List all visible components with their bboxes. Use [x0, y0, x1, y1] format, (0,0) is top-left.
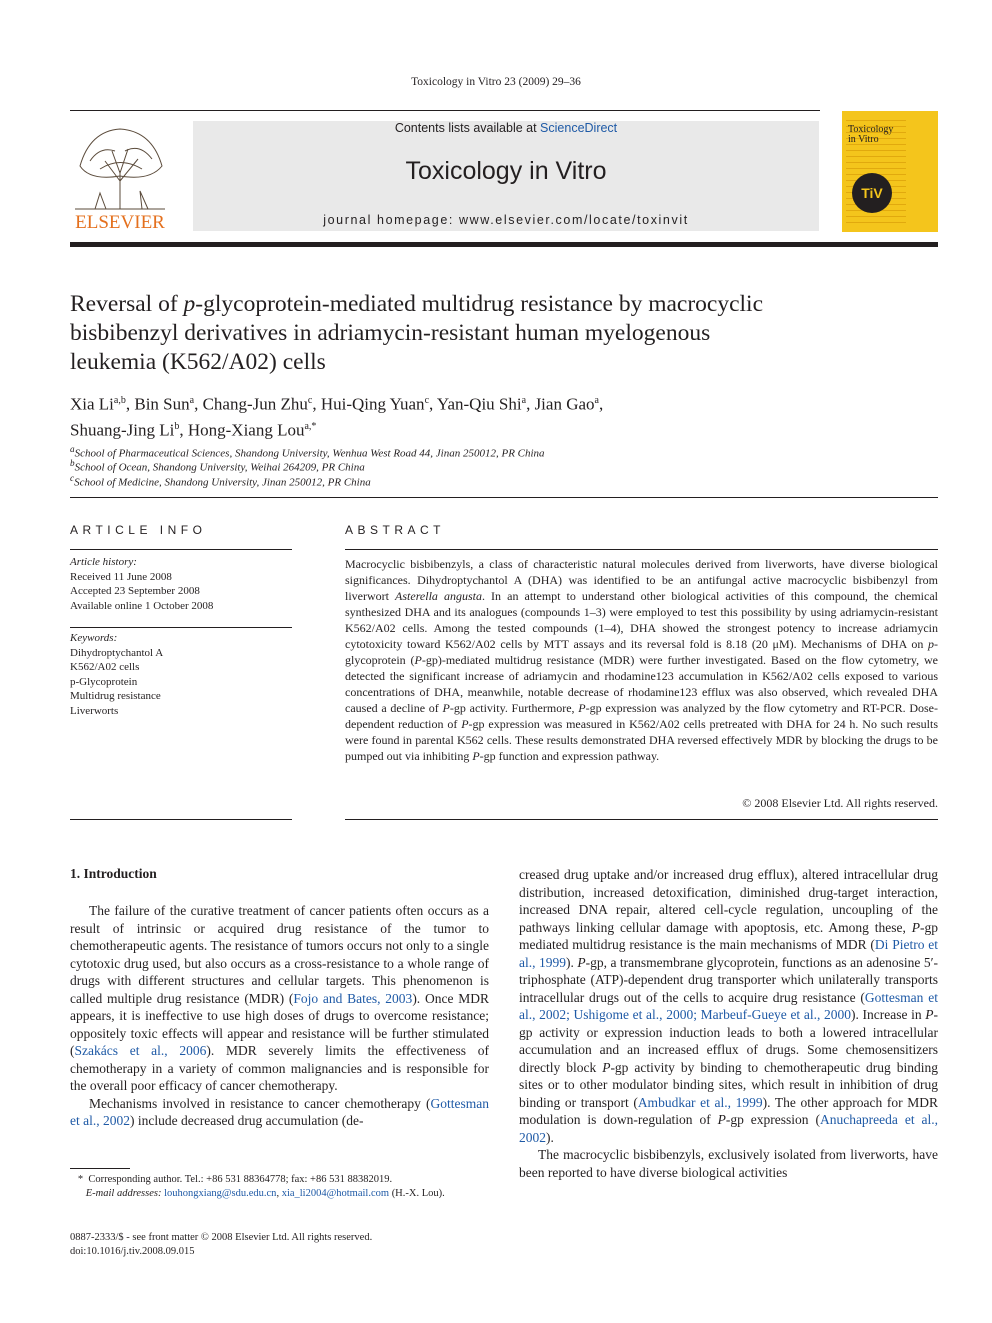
info-divider	[70, 627, 292, 628]
footnote-rule	[70, 1168, 130, 1169]
affiliation: $^a$School of Pharmaceutical Sciences, Shandong University, Wenhua West Road 44, Jinan 250012, PR China	[70, 444, 545, 460]
intro-heading: 1. Introduction	[70, 866, 157, 881]
info-divider	[70, 819, 292, 820]
author[interactable]: Hong-Xiang Lou	[187, 420, 305, 440]
header-rule	[70, 110, 820, 111]
affil-divider	[70, 497, 938, 498]
footnote: * Corresponding author. Tel.: +86 531 88364778; fax: +86 531 88382019. E-mail addresses: louhongxiang@sdu.edu.cn, xia_li2004@hotmail.com (H.-X. Lou).	[70, 1174, 445, 1199]
author[interactable]: Chang-Jun Zhu	[202, 394, 308, 414]
affiliation: $^b$School of Ocean, Shandong University, Weihai 264209, PR China	[70, 458, 365, 474]
author[interactable]: Yan-Qiu Shi	[436, 394, 522, 414]
publisher-wordmark: ELSEVIER	[75, 212, 165, 233]
journal-citation: Toxicology in Vitro 23 (2009) 29–36	[411, 76, 581, 88]
author-list: Xia Li$^{a,b}$, Bin Sun$^a$, Chang-Jun Zhu$^c$, Hui-Qing Yuan$^c$, Yan-Qiu Shi$^a$, Jian Gao$^a$, Shuang-Jing Li$^b$, Hong-Xiang Lou$^{a,*}$	[70, 394, 604, 440]
abstract-text: Macrocyclic bisbibenzyls, a class of characteristic natural molecules derived from liverworts, have diverse biological significances. Dihydroptychantol A (DHA) was identified to be an antifungal active macrocyclic bisbibenzyl from liverwort Asterella angusta. In an attempt to understand other biological activities of this compound, the chemical synthesized DHA and its analogues (compounds 1–3) were employed to test this possibility by using adriamycin-resistant K562/A02 cells. Among the tested compounds (1–4), DHA showed the strongest potency to increase adriamycin cytotoxicity toward K562/A02 cells by MTT assays and its reversal fold is 8.18 (20 μM). Mechanisms of DHA on p-glycoprotein (P-gp)-mediated multidrug resistance (MDR) were further investigated. Based on the flow cytometry, we detected the significant increase of adriamycin and rhodamine123 accumulation in K562/A02 cells exposed to various concentrations of DHA, meanwhile, notable decrease of rhodamine123 efflux was also observed, which revealed DHA caused a decline of P-gp activity. Furthermore, P-gp expression was analyzed by the flow cytometry and RT-PCR. Dose-dependent reduction of P-gp expression was measured in K562/A02 cells pretreated with DHA for 24 h. No such results were found in parental K562 cells. These results demonstrated DHA reversed effectively MDR by blocking the drugs to be pumped out via inhibiting P-gp function and expression pathway.	[345, 557, 938, 763]
email-link[interactable]: louhongxiang@sdu.edu.cn	[164, 1188, 277, 1199]
article-title: Reversal of p-glycoprotein-mediated multidrug resistance by macrocyclic bisbibenzyl derivatives in adriamycin-resistant human myelogenous leukemia (K562/A02) cells	[70, 291, 764, 375]
author[interactable]: Xia Li	[70, 394, 114, 414]
abstract-heading: ABSTRACT	[345, 523, 446, 537]
contents-line	[193, 121, 819, 135]
intro-left-column: The failure of the curative treatment of cancer patients often occurs as a result of intrinsic or acquired drug resistance of the tumor to chemotherapeutic agents. The resistance of tumors occurs not only to a single cytotoxic drug used, but also occurs as a cross-resistance to a whole range of drugs with different structures and cellular targets. This phenomenon is called multiple drug resistance (MDR) (Fojo and Bates, 2003). Once MDR appears, it is ineffective to use high doses of drugs to overcome resistance; oppositely toxic effects will appear and resistance will be further stimulated (Szakács et al., 2006). MDR severely limits the effectiveness of chemotherapy in a variety of common malignancies and is responsible for the overall poor efficacy of cancer chemotherapy. Mechanisms involved in resistance to cancer chemotherapy (Gottesman et al., 2002) include decreased drug accumulation (de-	[70, 903, 489, 1128]
keyword: K562/A02 cells	[70, 661, 140, 673]
copyright: © 2008 Elsevier Ltd. All rights reserved.	[742, 796, 938, 810]
keyword: Dihydroptychantol A	[70, 646, 164, 659]
intro-right-column: creased drug uptake and/or increased drug efflux), altered intracellular drug distribution, increased detoxification, diminished drug-target interaction, increased DNA repair, altered cell-cycle regulation, uncoupling of the pathways linking cellular damage with apoptosis, etc. Among these, P-gp mediated multidrug resistance is the main mechanisms of MDR (Di Pietro et al., 1999). P-gp, a transmembrane glycoprotein, functions as an adenosine 5′-triphosphate (ATP)-dependent drug transporter which unilaterally transports intracellular drugs out of the cells to acquire drug resistance (Gottesman et al., 2002; Ushigome et al., 2000; Marbeuf-Gueye et al., 2000). Increase in P-gp activity or expression induction leads to both a lowered intracellular accumulation and an increased efflux of drugs. Some chemosensitizers directly block P-gp activity by binding to chemotherapeutic drug binding sites or to other modulator binding sites, which result in inhibition of drug binding or transport (Ambudkar et al., 1999). The other approach for MDR modulation is down-regulation of P-gp expression (Anuchapreeda et al., 2002). The macrocyclic bisbibenzyls, exclusively isolated from liverworts, have been reported to have diverse biological activities	[519, 867, 939, 1180]
abstract-divider	[345, 549, 938, 550]
contents-prefix: Contents lists available at	[394, 121, 541, 135]
article-history: Article history: Received 11 June 2008 Accepted 23 September 2008 Available online 1 October 2008	[70, 556, 214, 612]
abstract-bottom-divider	[345, 819, 938, 820]
author[interactable]: Shuang-Jing Li	[70, 420, 175, 440]
journal-homepage[interactable]: journal homepage: www.elsevier.com/locate/toxinvit	[323, 213, 689, 227]
affiliation: $^c$School of Medicine, Shandong University, Jinan 250012, PR China	[70, 473, 371, 489]
author[interactable]: Hui-Qing Yuan	[320, 394, 425, 414]
journal-title: Toxicology in Vitro	[405, 157, 607, 185]
keyword: Multidrug resistance	[70, 690, 161, 702]
keywords: Keywords: Dihydroptychantol A K562/A02 cells p-Glycoprotein Multidrug resistance Liverworts	[70, 631, 292, 718]
author[interactable]: Bin Sun	[134, 394, 190, 414]
author[interactable]: Jian Gao	[534, 394, 595, 414]
info-divider	[70, 549, 292, 550]
header-thick-rule	[70, 242, 938, 247]
cover-title-line2: in Vitro	[848, 134, 879, 145]
front-matter: 0887-2333/$ - see front matter © 2008 Elsevier Ltd. All rights reserved. doi:10.1016/j.tiv.2008.09.015	[70, 1232, 373, 1257]
journal-cover	[842, 111, 938, 232]
sciencedirect-link[interactable]: ScienceDirect	[540, 121, 618, 135]
cover-badge: TiV	[852, 173, 892, 213]
article-info-heading: ARTICLE INFO	[70, 523, 207, 537]
keyword: p-Glycoprotein	[70, 675, 138, 688]
email-link[interactable]: xia_li2004@hotmail.com	[281, 1188, 390, 1199]
keyword: Liverworts	[70, 704, 119, 717]
cover-title-line1: Toxicology	[848, 124, 894, 135]
